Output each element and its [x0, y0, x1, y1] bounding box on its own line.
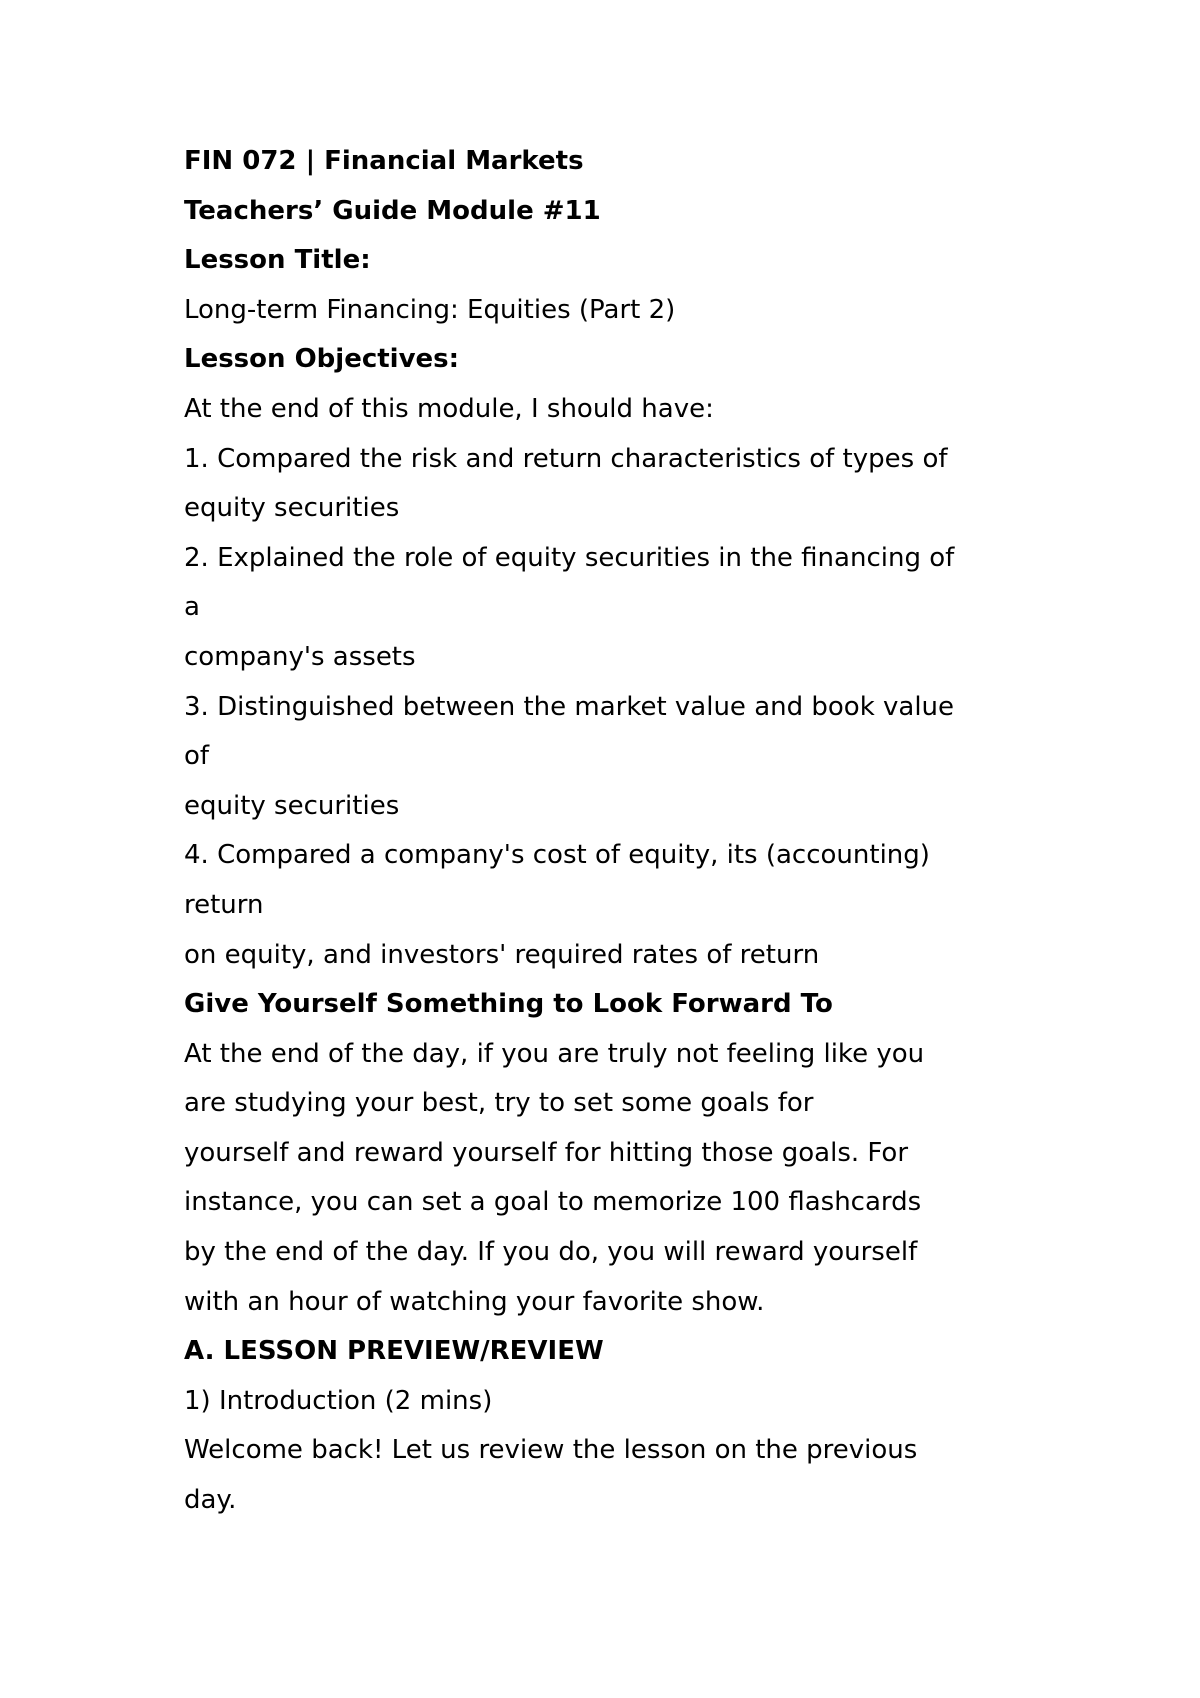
objective-line: 4. Compared a company's cost of equity, its (accounting) [184, 840, 930, 871]
module-title: Teachers’ Guide Module #11 [184, 195, 601, 226]
objective-line: on equity, and investors' required rates of return [184, 939, 820, 970]
motivation-line: At the end of the day, if you are truly not feeling like you [184, 1038, 925, 1069]
motivation-line: with an hour of watching your favorite show. [184, 1286, 765, 1317]
introduction-subheading: 1) Introduction (2 mins) [184, 1385, 493, 1416]
objective-line: company's assets [184, 641, 416, 672]
course-title: FIN 072 | Financial Markets [184, 146, 584, 176]
section-a-line: Welcome back! Let us review the lesson on the previous [184, 1435, 918, 1466]
section-a-line: day. [184, 1485, 237, 1516]
objective-line: 1. Compared the risk and return characteristics of types of [184, 443, 948, 474]
objective-line: equity securities [184, 493, 400, 524]
objective-line: a [184, 592, 200, 623]
objective-line: equity securities [184, 790, 400, 821]
section-a-heading: A. LESSON PREVIEW/REVIEW [184, 1336, 604, 1367]
objective-line: of [184, 741, 210, 772]
lesson-title-text: Long-term Financing: Equities (Part 2) [184, 294, 676, 325]
lesson-title-heading: Lesson Title: [184, 245, 371, 276]
objective-line: 3. Distinguished between the market value and book value [184, 691, 955, 722]
motivation-line: are studying your best, try to set some goals for [184, 1088, 814, 1119]
motivation-line: yourself and reward yourself for hitting those goals. For [184, 1137, 909, 1168]
lesson-objectives-heading: Lesson Objectives: [184, 344, 460, 375]
motivation-line: by the end of the day. If you do, you will reward yourself [184, 1237, 918, 1268]
motivation-line: instance, you can set a goal to memorize 100 flashcards [184, 1187, 922, 1218]
motivation-heading: Give Yourself Something to Look Forward To [184, 989, 833, 1020]
objective-line: 2. Explained the role of equity securities in the financing of [184, 542, 955, 573]
objective-line: return [184, 889, 264, 920]
objectives-intro: At the end of this module, I should have: [184, 393, 714, 424]
document-body [184, 137, 1064, 1526]
